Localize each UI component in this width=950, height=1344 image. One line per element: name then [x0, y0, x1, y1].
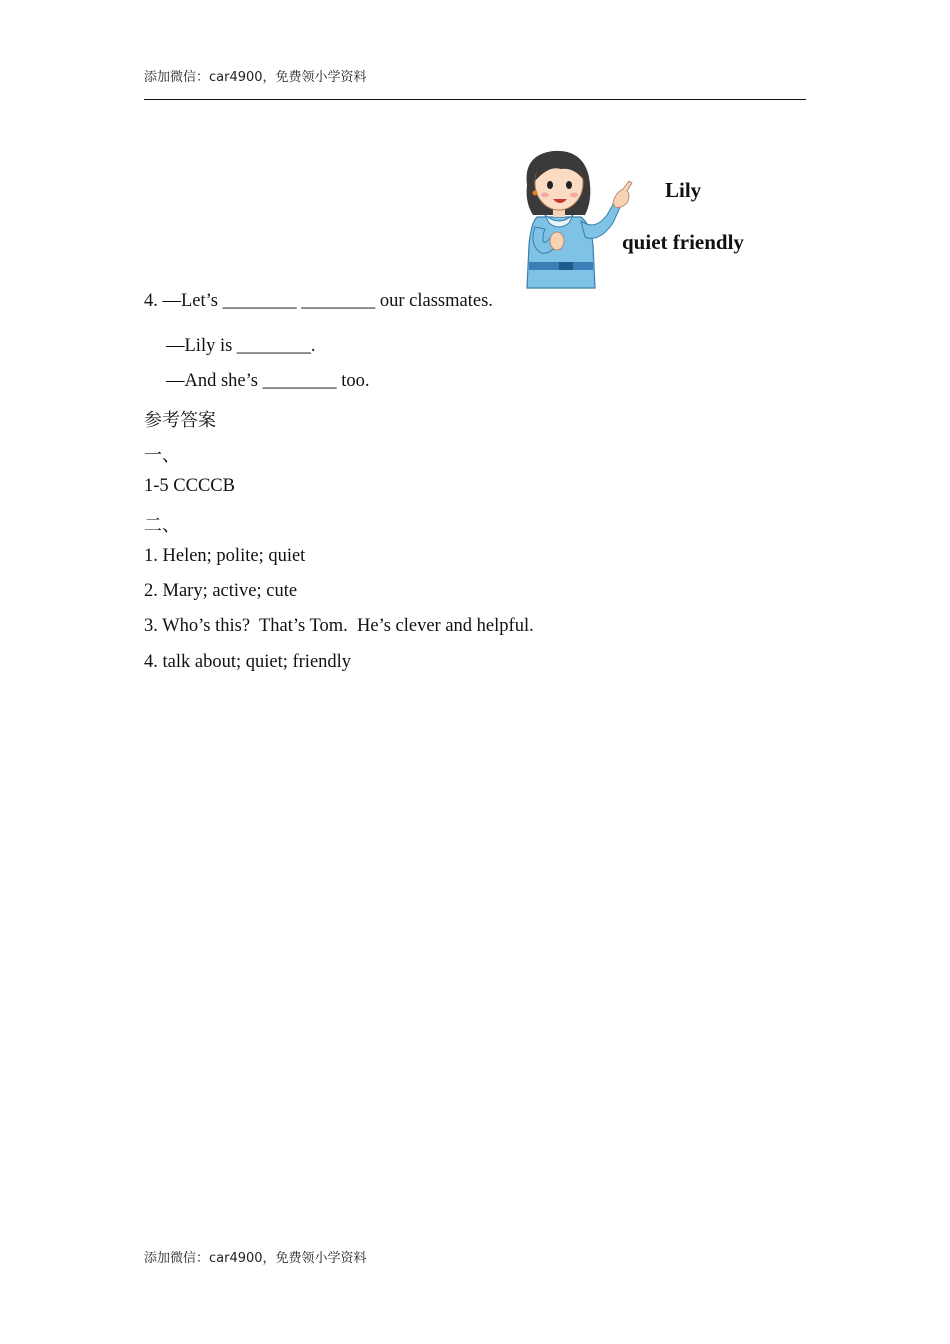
answers-section1-answer: 1-5 CCCCB [144, 476, 235, 496]
answer-item: 1. Helen; polite; quiet [144, 546, 306, 566]
answers-section2-label: 二、 [144, 515, 180, 536]
answers-section1-label: 一、 [144, 445, 180, 466]
answers-title: 参考答案 [144, 410, 216, 431]
page-footer-text: 添加微信：car4900，免费领小学资料 [144, 1251, 367, 1266]
lily-picture [515, 145, 760, 291]
question4-line2: —Lily is ________. [166, 336, 316, 356]
question4-line1: 4. —Let’s ________ ________ our classmates. [144, 291, 493, 311]
girl-illustration [515, 145, 640, 291]
question4-line3: —And she’s ________ too. [166, 371, 370, 391]
page-header-text: 添加微信：car4900，免费领小学资料 [144, 70, 367, 85]
header-rule [144, 99, 806, 100]
answer-item: 3. Who’s this? That’s Tom. He’s clever and helpful. [144, 616, 534, 636]
picture-traits-label: quiet friendly [622, 230, 744, 254]
picture-name-label: Lily [665, 178, 702, 202]
answer-item: 2. Mary; active; cute [144, 581, 298, 601]
answer-item: 4. talk about; quiet; friendly [144, 652, 352, 672]
